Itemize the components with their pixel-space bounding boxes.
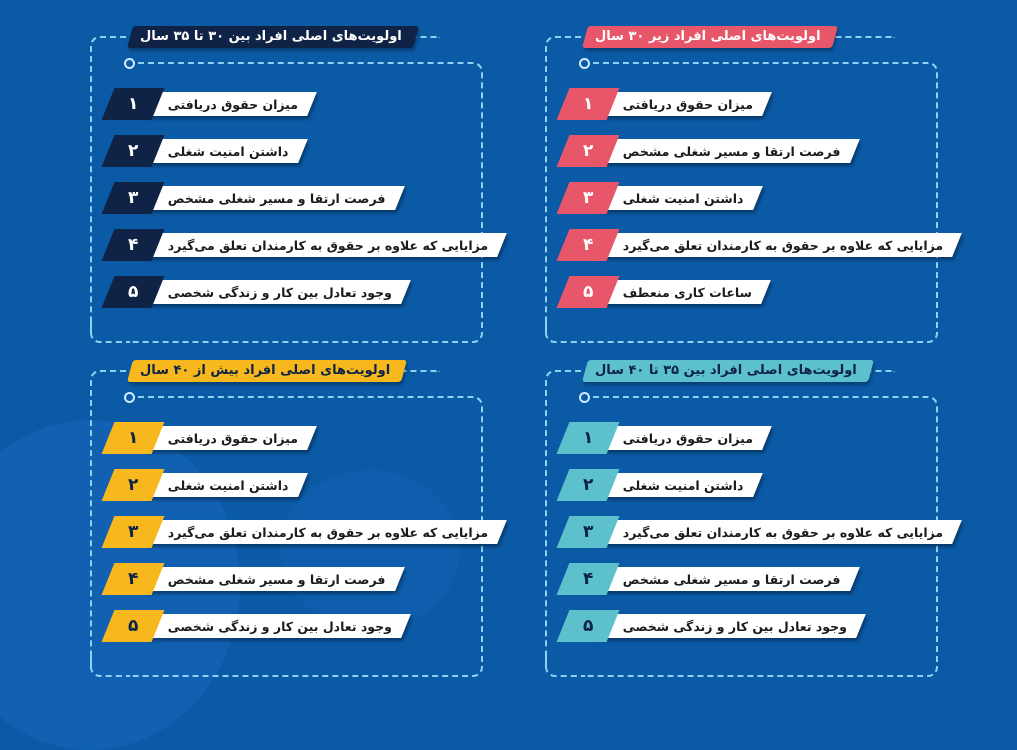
- list-item: [108, 610, 502, 642]
- rank-badge: ۱: [557, 88, 620, 120]
- priority-list: [108, 422, 502, 657]
- priority-list: [108, 88, 502, 323]
- rank-badge: ۲: [557, 469, 620, 501]
- rank-badge: ۵: [557, 276, 620, 308]
- panel-title: [582, 26, 838, 48]
- rank-badge: ۴: [102, 229, 165, 261]
- priority-list: [563, 422, 957, 657]
- item-label: فرصت ارتقا و مسیر شغلی مشخص: [598, 139, 859, 163]
- list-item: [108, 229, 502, 261]
- item-label: میزان حقوق دریافتی: [143, 92, 317, 116]
- panel-title-text: اولویت‌های اصلی افراد زیر ۳۰ سال: [595, 29, 821, 44]
- item-label: داشتن امنیت شغلی: [143, 473, 307, 497]
- list-item: [563, 469, 957, 501]
- rank-badge: ۲: [557, 135, 620, 167]
- connector-dot-icon: [124, 392, 135, 403]
- item-label: میزان حقوق دریافتی: [598, 92, 772, 116]
- panel-title-text: اولویت‌های اصلی افراد بین ۳۵ تا ۴۰ سال: [595, 363, 857, 378]
- connector-dot-icon: [124, 58, 135, 69]
- item-label: میزان حقوق دریافتی: [143, 426, 317, 450]
- panel-title-text: اولویت‌های اصلی افراد بیش از ۴۰ سال: [140, 363, 391, 378]
- list-item: [108, 469, 502, 501]
- item-label: وجود تعادل بین کار و زندگی شخصی: [143, 280, 411, 304]
- list-item: [108, 88, 502, 120]
- item-label: داشتن امنیت شغلی: [598, 473, 762, 497]
- item-label: مزایایی که علاوه بر حقوق به کارمندان تعلق می‌گیرد: [598, 233, 962, 257]
- rank-badge: ۱: [102, 422, 165, 454]
- list-item: [563, 88, 957, 120]
- rank-badge: ۱: [102, 88, 165, 120]
- list-item: [563, 135, 957, 167]
- list-item: [108, 516, 502, 548]
- list-item: [108, 563, 502, 595]
- item-label: میزان حقوق دریافتی: [598, 426, 772, 450]
- panel-title: [127, 26, 419, 48]
- panel-under-30: [545, 18, 1000, 343]
- list-item: [563, 563, 957, 595]
- panel-age-30-35: [90, 18, 545, 343]
- rank-badge: ۵: [102, 276, 165, 308]
- rank-badge: ۴: [102, 563, 165, 595]
- item-label: وجود تعادل بین کار و زندگی شخصی: [143, 614, 411, 638]
- item-label: داشتن امنیت شغلی: [598, 186, 762, 210]
- item-label: فرصت ارتقا و مسیر شغلی مشخص: [143, 186, 404, 210]
- item-label: مزایایی که علاوه بر حقوق به کارمندان تعلق می‌گیرد: [143, 520, 507, 544]
- list-item: [108, 182, 502, 214]
- connector-dot-icon: [579, 58, 590, 69]
- list-item: [563, 182, 957, 214]
- item-label: وجود تعادل بین کار و زندگی شخصی: [598, 614, 866, 638]
- rank-badge: ۳: [102, 182, 165, 214]
- list-item: [108, 276, 502, 308]
- rank-badge: ۳: [557, 516, 620, 548]
- item-label: ساعات کاری منعطف: [598, 280, 771, 304]
- list-item: [563, 516, 957, 548]
- list-item: [563, 422, 957, 454]
- list-item: [563, 276, 957, 308]
- list-item: [108, 135, 502, 167]
- rank-badge: ۲: [102, 469, 165, 501]
- rank-badge: ۱: [557, 422, 620, 454]
- list-item: [563, 229, 957, 261]
- list-item: [563, 610, 957, 642]
- rank-badge: ۳: [102, 516, 165, 548]
- rank-badge: ۵: [557, 610, 620, 642]
- rank-badge: ۳: [557, 182, 620, 214]
- item-label: فرصت ارتقا و مسیر شغلی مشخص: [598, 567, 859, 591]
- rank-badge: ۲: [102, 135, 165, 167]
- panel-title-text: اولویت‌های اصلی افراد بین ۳۰ تا ۳۵ سال: [140, 29, 402, 44]
- item-label: فرصت ارتقا و مسیر شغلی مشخص: [143, 567, 404, 591]
- panel-age-35-40: [545, 352, 1000, 677]
- panel-title: [127, 360, 407, 382]
- item-label: مزایایی که علاوه بر حقوق به کارمندان تعلق می‌گیرد: [598, 520, 962, 544]
- panel-over-40: [90, 352, 545, 677]
- rank-badge: ۵: [102, 610, 165, 642]
- connector-dot-icon: [579, 392, 590, 403]
- priority-list: [563, 88, 957, 323]
- item-label: مزایایی که علاوه بر حقوق به کارمندان تعلق می‌گیرد: [143, 233, 507, 257]
- rank-badge: ۴: [557, 229, 620, 261]
- panel-title: [582, 360, 874, 382]
- item-label: داشتن امنیت شغلی: [143, 139, 307, 163]
- list-item: [108, 422, 502, 454]
- rank-badge: ۴: [557, 563, 620, 595]
